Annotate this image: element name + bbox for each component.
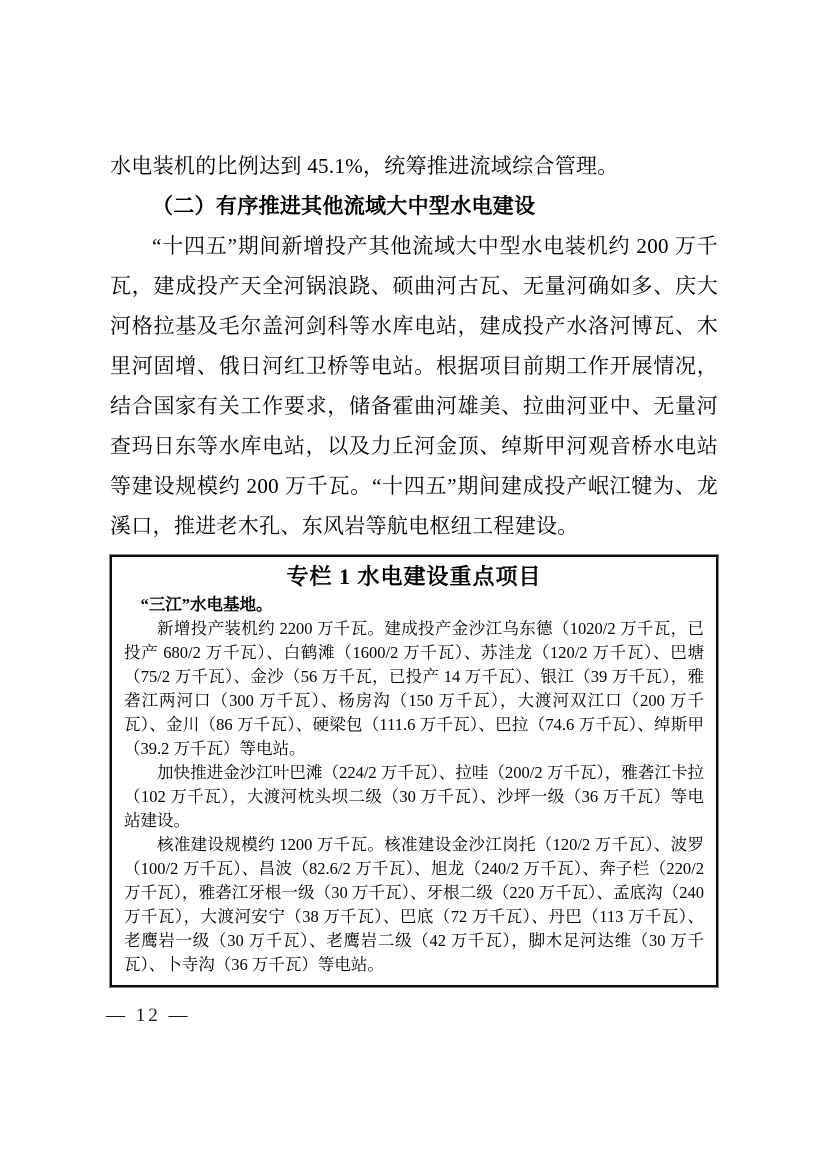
box-paragraph: 新增投产装机约 2200 万千瓦。建成投产金沙江乌东德（1020/2 万千瓦，已投产 680/2 万千瓦）、白鹤滩（1600/2 万千瓦）、苏洼龙（120/2 万千瓦）、巴塘（75/2 万千瓦）、金沙（56 万千瓦，已投产 14 万千瓦）、银江（39 万千瓦），雅砻江两河口（300 万千瓦）、杨房沟（150 万千瓦），大渡河双江口（200 万千瓦）、金川（86 万千瓦）、硬梁包（111.6 万千瓦）、巴拉（74.6 万千瓦）、绰斯甲（39.2 万千瓦）等电站。 [124,619,704,758]
box-paragraph: 核准建设规模约 1200 万千瓦。核准建设金沙江岗托（120/2 万千瓦）、波罗（100/2 万千瓦）、昌波（82.6/2 万千瓦）、旭龙（240/2 万千瓦）、奔子栏（220/2 万千瓦），雅砻江牙根一级（30 万千瓦）、牙根二级（220 万千瓦）、孟底沟（240 万千瓦），大渡河安宁（38 万千瓦）、巴底（72 万千瓦）、丹巴（113 万千瓦）、老鹰岩一级（30 万千瓦）、老鹰岩二级（42 万千瓦），脚木足河达维（30 万千瓦）、卜寺沟（36 万千瓦）等电站。 [124,835,704,974]
page-number: — 12 — [106,1005,191,1026]
highlight-box [110,555,718,987]
box-paragraph: 加快推进金沙江叶巴滩（224/2 万千瓦）、拉哇（200/2 万千瓦），雅砻江卡拉（102 万千瓦），大渡河枕头坝二级（30 万千瓦）、沙坪一级（36 万千瓦）等电站建设。 [124,763,704,830]
continuation-paragraph: 水电装机的比例达到 45.1%，统筹推进流域综合管理。 [110,154,619,178]
section-heading: （二）有序推进其他流域大中型水电建设 [152,194,536,218]
box-title: 专栏 1 水电建设重点项目 [286,564,542,589]
box-subtitle: “三江”水电基地。 [140,595,273,614]
body-paragraph: “十四五”期间新增投产其他流域大中型水电装机约 200 万千瓦，建成投产天全河锅浪跷、硕曲河古瓦、无量河确如多、庆大河格拉基及毛尔盖河剑科等水库电站，建成投产水洛河博瓦、木里河固增、俄日河红卫桥等电站。根据项目前期工作开展情况，结合国家有关工作要求，储备霍曲河雄美、拉曲河亚中、无量河查玛日东等水库电站，以及力丘河金顶、绰斯甲河观音桥水电站等建设规模约 200 万千瓦。“十四五”期间建成投产岷江犍为、龙溪口，推进老木孔、东风岩等航电枢纽工程建设。 [110,234,718,538]
page-content [110,146,718,987]
